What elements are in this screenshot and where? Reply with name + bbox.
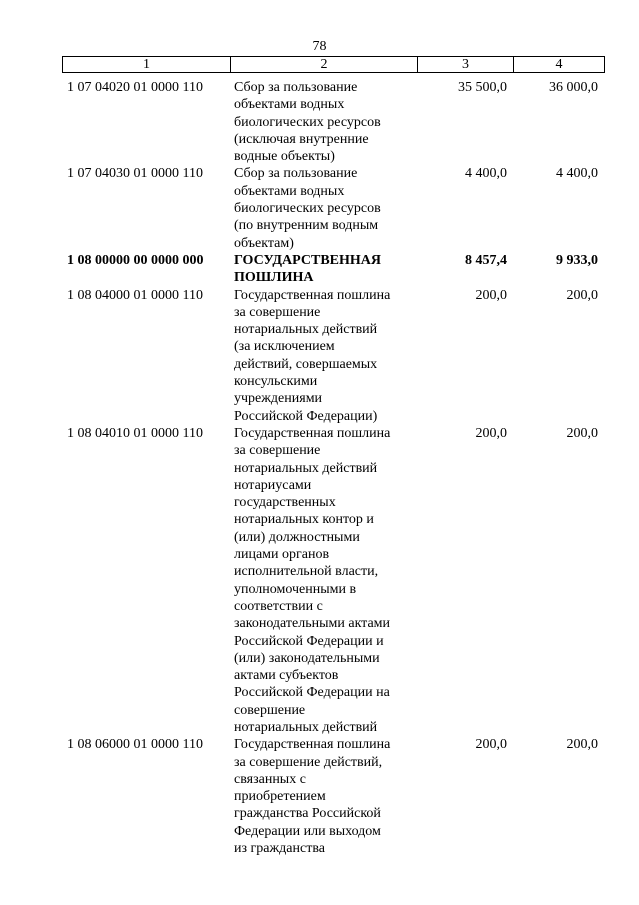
- table-row: [62, 425, 605, 736]
- row-name-line: за совершение: [234, 443, 321, 459]
- row-name-line: нотариусами: [234, 477, 312, 493]
- row-name-line: (исключая внутренние: [234, 131, 369, 147]
- row-name-line: Федерации или выходом: [234, 823, 381, 839]
- row-name-line: водные объекты): [234, 149, 335, 165]
- row-name: [230, 287, 417, 425]
- row-name-line: нотариальных действий: [234, 460, 378, 476]
- row-name-line: за совершение: [234, 304, 321, 320]
- row-name-line: объектам): [234, 235, 294, 251]
- header-col-4: 4: [555, 57, 563, 72]
- table-header: [62, 56, 605, 73]
- row-value-col-3: 200,0: [475, 425, 507, 441]
- row-name-line: нотариальных действий: [234, 719, 378, 735]
- row-name-line: нотариальных действий: [234, 322, 378, 338]
- row-name-line: биологических ресурсов: [234, 114, 381, 130]
- row-name: [230, 736, 417, 857]
- row-name-line: Государственная пошлина: [234, 425, 391, 441]
- table-row: [62, 165, 605, 251]
- table-body: [62, 79, 605, 857]
- row-name-line: нотариальных контор и: [234, 512, 374, 528]
- row-name-line: (за исключением: [234, 339, 335, 355]
- header-col-3: 3: [418, 57, 514, 72]
- row-value-col-3: 35 500,0: [458, 80, 507, 95]
- row-value-col-4: 200,0: [566, 737, 598, 753]
- row-name-line: объектами водных: [234, 97, 345, 113]
- row-name-line: за совершение действий,: [234, 754, 383, 770]
- row-name-line: учреждениями: [234, 391, 323, 407]
- row-name-line: Сбор за пользование: [234, 166, 358, 182]
- row-code: 1 08 00000 00 0000 000: [67, 252, 204, 268]
- row-name-line: Государственная пошлина: [234, 737, 391, 753]
- page-number: 78: [312, 39, 327, 54]
- row-name-line: действий, совершаемых: [234, 356, 378, 372]
- row-value-col-4: 4 400,0: [556, 166, 598, 182]
- row-name-line: лицами органов: [234, 547, 330, 563]
- row-name-line: биологических ресурсов: [234, 201, 381, 217]
- row-name-line: (по внутренним водным: [234, 218, 379, 234]
- row-value-col-3: 8 457,4: [465, 252, 507, 268]
- table-row: [62, 79, 605, 165]
- header-col-2: 2: [231, 57, 418, 72]
- header-col-1: 1: [63, 57, 231, 72]
- row-name-line: из гражданства: [234, 841, 325, 857]
- row-name-line: Российской Федерации): [234, 408, 378, 424]
- row-value-col-4: 9 933,0: [556, 252, 598, 268]
- row-name-line: исполнительной власти,: [234, 564, 379, 580]
- row-name-line: Российской Федерации и: [234, 633, 384, 649]
- row-name-line: (или) должностными: [234, 529, 360, 545]
- table-row: [62, 252, 605, 287]
- row-name-line: гражданства Российской: [234, 806, 381, 822]
- row-name: [230, 425, 417, 736]
- row-name-line: соответствии с: [234, 598, 323, 614]
- row-name-line: Сбор за пользование: [234, 80, 358, 95]
- row-name-line: актами субъектов: [234, 668, 339, 684]
- row-name-line: консульскими: [234, 374, 318, 390]
- row-name-line: уполномоченными в: [234, 581, 357, 597]
- row-name-line: законодательными актами: [234, 616, 391, 632]
- row-value-col-3: 200,0: [475, 737, 507, 753]
- row-value-col-4: 36 000,0: [549, 80, 598, 95]
- row-name: [230, 165, 417, 251]
- row-code: 1 07 04020 01 0000 110: [67, 80, 203, 95]
- row-value-col-4: 200,0: [566, 425, 598, 441]
- row-name-line: ГОСУДАРСТВЕННАЯ: [234, 252, 381, 268]
- row-name: [230, 252, 417, 287]
- row-code: 1 08 04010 01 0000 110: [67, 425, 203, 441]
- row-value-col-3: 200,0: [475, 287, 507, 303]
- table-row: [62, 736, 605, 857]
- row-name-line: совершение: [234, 702, 306, 718]
- row-code: 1 07 04030 01 0000 110: [67, 166, 203, 182]
- row-name-line: Российской Федерации на: [234, 685, 390, 701]
- row-name: [230, 79, 417, 165]
- row-name-line: ПОШЛИНА: [234, 270, 314, 286]
- row-name-line: государственных: [234, 495, 336, 511]
- table-row: [62, 287, 605, 425]
- row-code: 1 08 06000 01 0000 110: [67, 737, 203, 753]
- row-name-line: Государственная пошлина: [234, 287, 391, 303]
- row-value-col-3: 4 400,0: [465, 166, 507, 182]
- row-name-line: связанных с: [234, 771, 306, 787]
- row-name-line: объектами водных: [234, 183, 345, 199]
- row-value-col-4: 200,0: [566, 287, 598, 303]
- row-name-line: приобретением: [234, 789, 326, 805]
- row-code: 1 08 04000 01 0000 110: [67, 287, 203, 303]
- row-name-line: (или) законодательными: [234, 650, 380, 666]
